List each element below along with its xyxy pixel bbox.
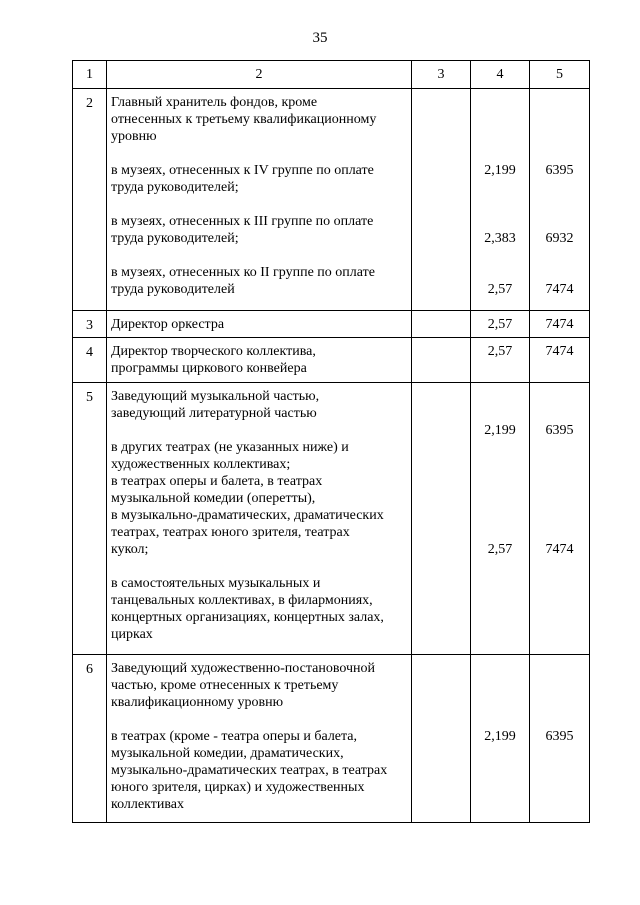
row-number: 2: [73, 89, 107, 311]
row-salary: 6395: [530, 655, 590, 823]
row-number: 5: [73, 383, 107, 655]
row-coefficient: 2,199: [471, 655, 530, 823]
table-row: [73, 311, 590, 338]
table-row: [73, 89, 590, 311]
row-coefficient: 2,199 2,57: [471, 383, 530, 655]
row-salary: 7474: [530, 338, 590, 383]
row-description: Директор оркестра: [107, 311, 412, 338]
row-description: Директор творческого коллектива, программы циркового конвейера: [107, 338, 412, 383]
row-col-3: [412, 89, 471, 311]
row-col-3: [412, 655, 471, 823]
table-row: [73, 655, 590, 823]
rates-table: [72, 60, 590, 823]
row-col-3: [412, 338, 471, 383]
row-salary: 6395 7474: [530, 383, 590, 655]
row-salary: 7474: [530, 311, 590, 338]
row-description: Главный хранитель фондов, кроме отнесенных к третьему квалификационному уровню в музеях, отнесенных к IV группе по оплате труда руководителей; в музеях, отнесенных к III группе по оплате труда руководителей; в музеях, отнесенных ко II группе по оплате труда руководителей: [107, 89, 412, 311]
table-row: [73, 383, 590, 655]
header-col-3: 3: [412, 61, 471, 89]
row-description: Заведующий музыкальной частью, заведующий литературной частью в других театрах (не указанных ниже) и художественных коллективах; в театрах оперы и балета, в театрах музыкальной комедии (оперетты), в музыкально-драматических, драматических театрах, театрах юного зрителя, театрах кукол; в самостоятельных музыкальных и танцевальных коллективах, в филармониях, концертных организациях, концертных залах, цирках: [107, 383, 412, 655]
row-col-3: [412, 311, 471, 338]
page-number: 35: [312, 30, 328, 46]
row-number: 3: [73, 311, 107, 338]
row-number: 6: [73, 655, 107, 823]
row-salary: 6395 6932 7474: [530, 89, 590, 311]
header-col-4: 4: [471, 61, 530, 89]
row-coefficient: 2,57: [471, 338, 530, 383]
row-description: Заведующий художественно-постановочной частью, кроме отнесенных к третьему квалификационному уровню в театрах (кроме - театра оперы и балета, музыкальной комедии, драматических, музыкально-драматических театрах, в театрах юного зрителя, цирках) и художественных коллективах: [107, 655, 412, 823]
header-col-2: 2: [107, 61, 412, 89]
header-col-5: 5: [530, 61, 590, 89]
table-header-row: [73, 61, 590, 89]
row-number: 4: [73, 338, 107, 383]
row-coefficient: 2,57: [471, 311, 530, 338]
table-row: [73, 338, 590, 383]
row-col-3: [412, 383, 471, 655]
row-coefficient: 2,199 2,383 2,57: [471, 89, 530, 311]
header-col-1: 1: [73, 61, 107, 89]
